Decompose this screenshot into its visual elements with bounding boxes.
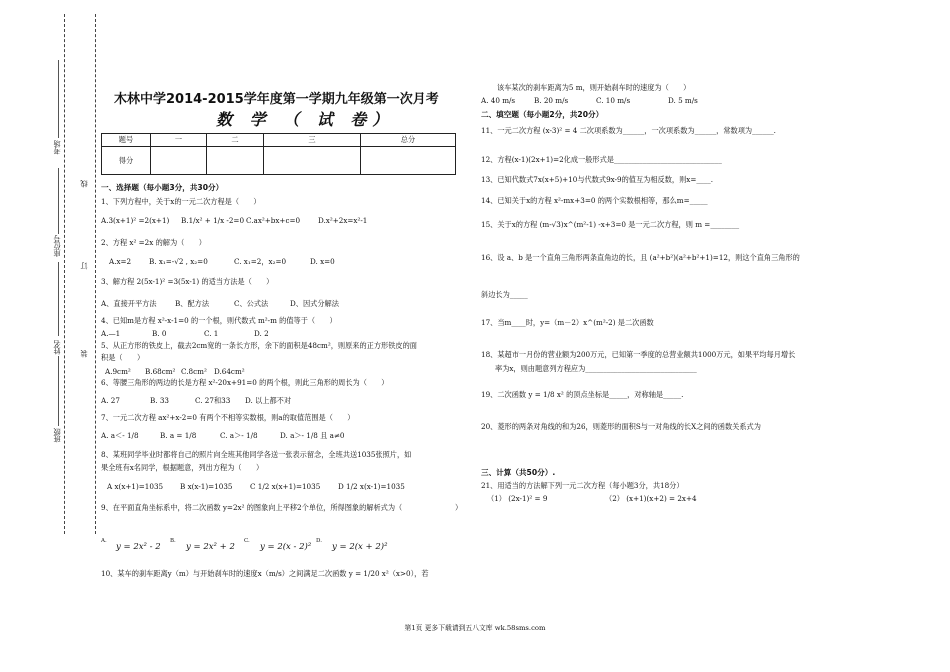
q8-text-2: 果全班有x名同学，根据题意，列出方程为（ ） bbox=[101, 463, 264, 472]
q5-opt-d: D.64cm² bbox=[214, 367, 245, 376]
kaochang-line bbox=[58, 60, 59, 138]
xingming-line bbox=[58, 262, 59, 336]
q18-text-2: 率为x，则由题意列方程应为_______________________________ bbox=[495, 364, 697, 373]
q21-text: 21、用适当的方法解下列一元二次方程（每小题3分，共18分） bbox=[481, 481, 684, 490]
q5-text-1: 5、从正方形的铁皮上，截去2cm宽的一条长方形，余下的面积是48cm²，则原来的正方形铁皮的面 bbox=[101, 341, 417, 350]
q16-text-1: 16、设 a、b 是一个直角三角形两条直角边的长，且 (a²+b²)(a²+b²+1)=12，则这个直角三角形的 bbox=[481, 253, 800, 262]
q3-text: 3、解方程 2(5x-1)² =3(5x-1) 的适当方法是（ ） bbox=[101, 277, 274, 286]
q8-opt-b: B x(x-1)=1035 bbox=[180, 482, 233, 491]
banji-line bbox=[58, 356, 59, 426]
q9-letter-c: C. bbox=[244, 538, 250, 544]
q14-text: 14、已知关于x的方程 x²-mx+3=0 的两个实数根相等，那么m=_____ bbox=[481, 196, 708, 205]
q4-text: 4、已知m是方程 x²-x-1=0 的一个根，则代数式 m²-m 的值等于（ ） bbox=[101, 316, 337, 325]
q7-opt-a: A. a＜- 1/8 bbox=[101, 431, 139, 440]
q16-text-2: 斜边长为_____ bbox=[481, 290, 528, 299]
q17-text: 17、当m____时，y=（m－2）x^(m²-2) 是二次函数 bbox=[481, 318, 654, 327]
zuoweihao-line bbox=[58, 168, 59, 234]
q6-opt-d: D. 以上都不对 bbox=[245, 396, 292, 405]
q18-text-1: 18、某超市一月份的营业额为200万元，已知第一季度的总营业额共1000万元，如果平均每月增长 bbox=[481, 350, 796, 359]
q2-text: 2、方程 x² =2x 的解为（ ） bbox=[101, 238, 206, 247]
exam-title: 木林中学2014-2015学年度第一学期九年级第一次月考 bbox=[114, 92, 439, 107]
score-head-tihao: 题号 bbox=[102, 134, 151, 147]
q5-opt-b: B.68cm² bbox=[145, 367, 176, 376]
q2-opt-c: C. x₁=2，x₂=0 bbox=[234, 257, 287, 266]
q15-text: 15、关于x的方程 (m-√3)x^(m²-1) -x+3=0 是一元二次方程，则 m =________ bbox=[481, 220, 740, 229]
score-head-1: 一 bbox=[151, 134, 207, 147]
q7-opt-d: D. a＞- 1/8 且 a≠0 bbox=[280, 431, 345, 440]
q3-opt-b: B、配方法 bbox=[175, 299, 210, 308]
q3-opt-d: D、因式分解法 bbox=[290, 299, 339, 308]
q8-text-1: 8、某班同学毕业时都将自己的照片向全班其他同学各送一张表示留念，全班共送1035张照片，如 bbox=[101, 450, 412, 459]
q5-opt-a: A.9cm² bbox=[105, 367, 131, 376]
q5-opt-c: C.8cm² bbox=[181, 367, 207, 376]
section-1-title: 一、选择题（每小题3分，共30分） bbox=[101, 183, 224, 192]
q8-opt-a: A x(x+1)=1035 bbox=[107, 482, 164, 491]
q10-opt-a: A. 40 m/s bbox=[481, 96, 516, 105]
q9-text: 9、在平面直角坐标系中，将二次函数 y=2x² 的图象向上平移2个单位，所得图象的解析式为（ bbox=[101, 503, 403, 512]
kaochang-label: 考场 bbox=[52, 140, 61, 155]
q9-opt-b: y = 2x² + 2 bbox=[186, 542, 235, 552]
q8-opt-c: C 1/2 x(x+1)=1035 bbox=[250, 482, 321, 491]
binding-ding: 订 bbox=[79, 262, 88, 270]
q4-opt-b: B. 0 bbox=[152, 329, 167, 338]
q2-opt-d: D. x=0 bbox=[310, 257, 335, 266]
q1-text: 1、下列方程中，关于x的一元二次方程是（ ） bbox=[101, 197, 261, 206]
binding-line-left bbox=[64, 14, 65, 534]
q4-opt-a: A.—1 bbox=[101, 329, 121, 338]
score-cell-3[interactable] bbox=[264, 147, 361, 175]
q9-opt-d: y = 2(x + 2)² bbox=[332, 542, 388, 552]
q10-opt-c: C. 10 m/s bbox=[596, 96, 631, 105]
q9-opt-a: y = 2x² - 2 bbox=[116, 542, 161, 552]
q5-text-2: 积是（ ） bbox=[101, 353, 145, 362]
q2-opt-a: A.x=2 bbox=[109, 257, 132, 266]
q6-text: 6、等腰三角形的两边的长是方程 x²-20x+91=0 的两个根，则此三角形的周长为（ ） bbox=[101, 378, 389, 387]
q10-text: 10、某车的刹车距离y（m）与开始刹车时的速度x（m/s）之间满足二次函数 y = 1/20 x²（x>0），若 bbox=[101, 569, 429, 578]
binding-zhuang: 装 bbox=[79, 350, 88, 358]
q4-opt-c: C. 1 bbox=[204, 329, 219, 338]
q7-opt-c: C. a＞- 1/8 bbox=[220, 431, 258, 440]
score-head-3: 三 bbox=[264, 134, 361, 147]
q1-opt-c: C.ax²+bx+c=0 bbox=[246, 216, 301, 225]
score-cell-2[interactable] bbox=[207, 147, 264, 175]
q4-opt-d: D. 2 bbox=[254, 329, 269, 338]
q19-text: 19、二次函数 y = 1/8 x² 的顶点坐标是_____，对称轴是_____. bbox=[481, 390, 684, 399]
exam-subtitle: 数 学 （ 试 卷） bbox=[216, 110, 395, 129]
score-row-label: 得分 bbox=[102, 147, 151, 175]
binding-xian: 线 bbox=[79, 180, 88, 188]
q7-opt-b: B. a = 1/8 bbox=[160, 431, 197, 440]
q21-1: （1） (2x-1)² = 9 bbox=[487, 494, 548, 503]
binding-line-right bbox=[95, 14, 96, 534]
section-3-title: 三、计算（共50分）. bbox=[481, 468, 556, 477]
q10-continued: 该车某次的刹车距离为5 m，则开始刹车时的速度为（ ） bbox=[497, 83, 691, 92]
q7-text: 7、一元二次方程 ax²+x-2=0 有两个不相等实数根，则a的取值范围是（ ） bbox=[101, 413, 355, 422]
q12-text: 12、方程(x-1)(2x+1)=2化成一般形式是______________________________ bbox=[481, 155, 722, 164]
score-cell-total[interactable] bbox=[361, 147, 456, 175]
section-2-title: 二、填空题（每小题2分，共20分） bbox=[481, 110, 604, 119]
q1-opt-d: D.x²+2x=x²-1 bbox=[318, 216, 368, 225]
q9-letter-d: D. bbox=[316, 538, 322, 544]
q3-opt-c: C、公式法 bbox=[234, 299, 269, 308]
q10-opt-d: D. 5 m/s bbox=[668, 96, 698, 105]
q1-opt-a: A.3(x+1)² =2(x+1) bbox=[101, 216, 170, 225]
q2-opt-b: B. x₁=-√2 , x₂=0 bbox=[149, 257, 208, 266]
q20-text: 20、菱形的两条对角线的和为26，则菱形的面积S与一对角线的长X之间的函数关系式为 bbox=[481, 422, 761, 431]
score-cell-1[interactable] bbox=[151, 147, 207, 175]
q13-text: 13、已知代数式7x(x+5)+10与代数式9x-9的值互为相反数，则x=____. bbox=[481, 175, 713, 184]
q9-letter-a: A. bbox=[101, 538, 107, 544]
score-table bbox=[101, 133, 456, 175]
q21-2: （2） (x+1)(x+2) = 2x+4 bbox=[605, 494, 697, 503]
xingming-label: 姓名 bbox=[52, 340, 61, 355]
q9-opt-c: y = 2(x - 2)² bbox=[260, 542, 312, 552]
q10-opt-b: B. 20 m/s bbox=[534, 96, 569, 105]
score-head-2: 二 bbox=[207, 134, 264, 147]
q8-opt-d: D 1/2 x(x-1)=1035 bbox=[338, 482, 405, 491]
q9-text-2: ） bbox=[455, 503, 463, 512]
q6-opt-a: A. 27 bbox=[101, 396, 120, 405]
q1-opt-b: B.1/x² + 1/x -2=0 bbox=[181, 216, 245, 225]
banji-label: 班级 bbox=[52, 428, 61, 443]
page-footer: 第1页 更多下载请到五八文库 wk.58sms.com bbox=[404, 624, 546, 632]
q6-opt-c: C. 27和33 bbox=[195, 396, 231, 405]
zuoweihao-label: 座位号 bbox=[52, 235, 61, 257]
q9-letter-b: B. bbox=[170, 538, 176, 544]
q6-opt-b: B. 33 bbox=[150, 396, 169, 405]
q11-text: 11、一元二次方程 (x-3)² = 4 二次项系数为______，一次项系数为______，常数项为______. bbox=[481, 126, 776, 135]
q3-opt-a: A、直接开平方法 bbox=[101, 299, 157, 308]
score-head-total: 总分 bbox=[361, 134, 456, 147]
